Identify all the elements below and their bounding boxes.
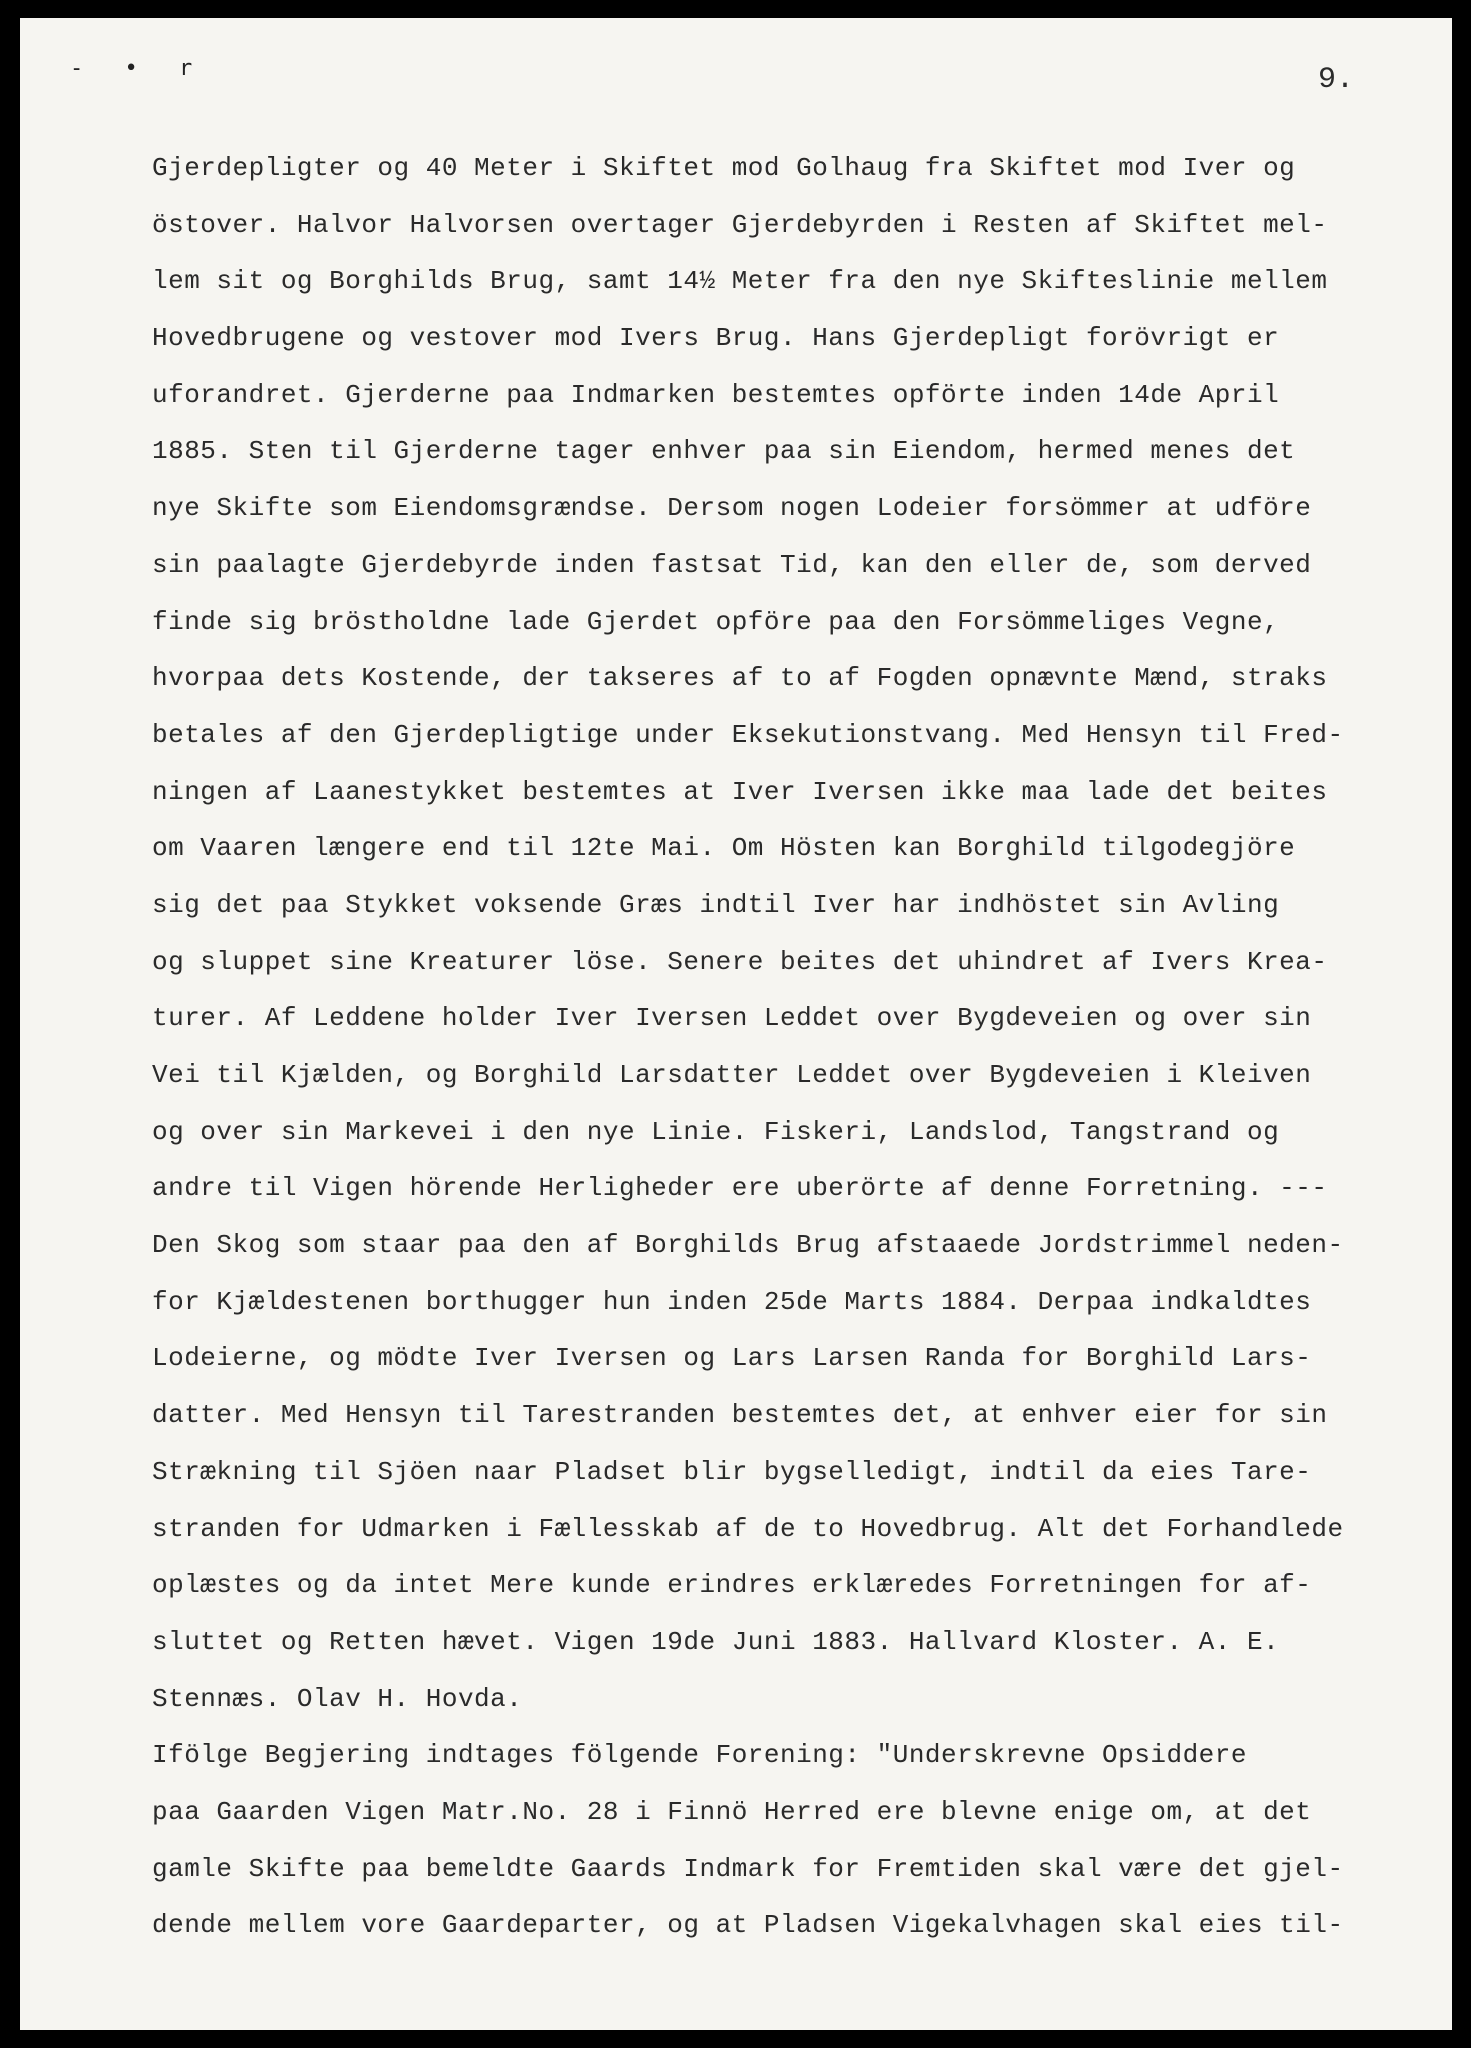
- text-line: paa Gaarden Vigen Matr.No. 28 i Finnö Herred ere blevne enige om, at det: [152, 1796, 1312, 1827]
- text-line: om Vaaren længere end til 12te Mai. Om Hösten kan Borghild tilgodegjöre: [152, 833, 1296, 864]
- text-line: ningen af Laanestykket bestemtes at Iver Iversen ikke maa lade det beites: [152, 776, 1328, 807]
- text-line: finde sig bröstholdne lade Gjerdet opföre paa den Forsömmeliges Vegne,: [152, 606, 1280, 637]
- text-line: Gjerdepligter og 40 Meter i Skiftet mod Golhaug fra Skiftet mod Iver og: [152, 153, 1296, 183]
- text-line: sig det paa Stykket voksende Græs indtil Iver har indhöstet sin Avling: [152, 889, 1280, 920]
- text-line: dende mellem vore Gaardeparter, og at Pladsen Vigekalvhagen skal eies til-: [152, 1910, 1344, 1941]
- text-line: sluttet og Retten hævet. Vigen 19de Juni 1883. Hallvard Kloster. A. E.: [152, 1626, 1280, 1657]
- text-line: turer. Af Leddene holder Iver Iversen Leddet over Bygdeveien og over sin: [152, 1003, 1312, 1034]
- text-line: nye Skifte som Eiendomsgrændse. Dersom nogen Lodeier forsömmer at udföre: [152, 493, 1312, 524]
- page-number: 9.: [1317, 63, 1354, 97]
- margin-mark: -: [70, 56, 84, 81]
- text-line: og over sin Markevei i den nye Linie. Fiskeri, Landslod, Tangstrand og: [152, 1116, 1280, 1147]
- text-line: uforandret. Gjerderne paa Indmarken bestemtes opförte inden 14de April: [152, 379, 1280, 410]
- text-line: og sluppet sine Kreaturer löse. Senere beites det uhindret af Ivers Krea-: [152, 946, 1328, 977]
- document-page: [20, 18, 1452, 2030]
- text-line: Vei til Kjælden, og Borghild Larsdatter Leddet over Bygdeveien i Kleiven: [152, 1060, 1312, 1090]
- margin-marks: [70, 56, 220, 81]
- text-line: östover. Halvor Halvorsen overtager Gjerdebyrden i Resten af Skiftet mel-: [152, 209, 1328, 240]
- text-line: datter. Med Hensyn til Tarestranden bestemtes det, at enhver eier for sin: [152, 1400, 1328, 1431]
- text-line: hvorpaa dets Kostende, der takseres af to af Fogden opnævnte Mænd, straks: [152, 663, 1328, 694]
- text-line: Den Skog som staar paa den af Borghilds Brug afstaaede Jordstrimmel neden-: [152, 1230, 1344, 1261]
- document-body: [152, 140, 1392, 1954]
- text-line: sin paalagte Gjerdebyrde inden fastsat Tid, kan den eller de, som derved: [152, 549, 1312, 580]
- margin-mark: r: [179, 56, 193, 81]
- text-line: stranden for Udmarken i Fællesskab af de to Hovedbrug. Alt det Forhandlede: [152, 1513, 1344, 1544]
- margin-mark: •: [124, 56, 138, 81]
- text-line: Stennæs. Olav H. Hovda.: [152, 1683, 523, 1714]
- text-line: betales af den Gjerdepligtige under Eksekutionstvang. Med Hensyn til Fred-: [152, 719, 1344, 750]
- text-line: Lodeierne, og mödte Iver Iversen og Lars Larsen Randa for Borghild Lars-: [152, 1343, 1312, 1374]
- text-line: andre til Vigen hörende Herligheder ere uberörte af denne Forretning. ---: [152, 1173, 1328, 1204]
- text-line: lem sit og Borghilds Brug, samt 14½ Meter fra den nye Skifteslinie mellem: [152, 266, 1328, 297]
- text-line: 1885. Sten til Gjerderne tager enhver paa sin Eiendom, hermed menes det: [152, 436, 1296, 467]
- text-line: oplæstes og da intet Mere kunde erindres erklæredes Forretningen for af-: [152, 1570, 1312, 1601]
- text-line: Strækning til Sjöen naar Pladset blir bygselledigt, indtil da eies Tare-: [152, 1456, 1312, 1487]
- text-line: Ifölge Begjering indtages fölgende Forening: "Underskrevne Opsiddere: [152, 1740, 1247, 1771]
- text-line: for Kjældestenen borthugger hun inden 25de Marts 1884. Derpaa indkaldtes: [152, 1286, 1312, 1317]
- text-line: Hovedbrugene og vestover mod Ivers Brug. Hans Gjerdepligt forövrigt er: [152, 323, 1280, 354]
- text-line: gamle Skifte paa bemeldte Gaards Indmark for Fremtiden skal være det gjel-: [152, 1853, 1344, 1884]
